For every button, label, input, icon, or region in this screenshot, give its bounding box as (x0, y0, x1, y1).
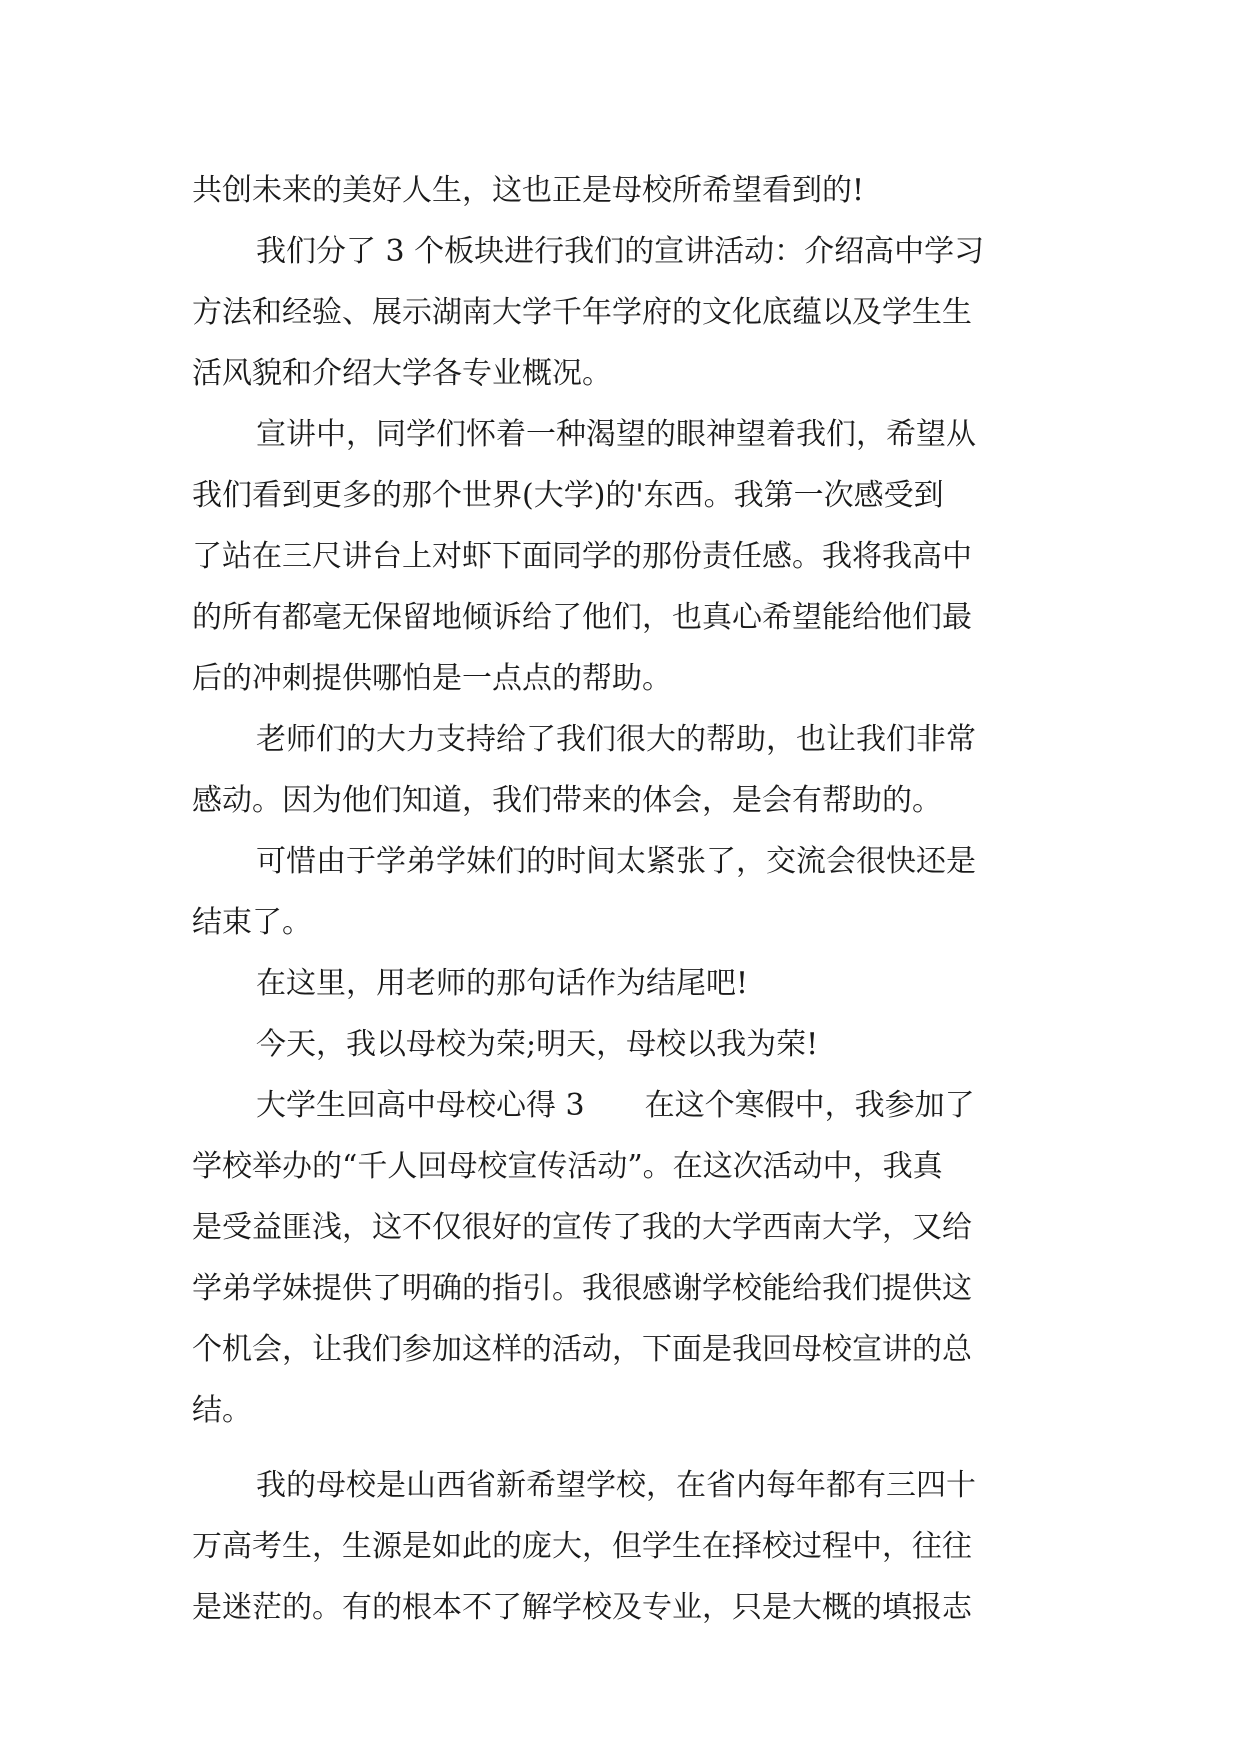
text-line: 学校举办的“千人回母校宣传活动”。在这次活动中，我真 (192, 1149, 943, 1184)
paragraph-start-line: 我们分了 3 个板块进行我们的宣讲活动：介绍高中学习 (256, 234, 985, 269)
text-line: 感动。因为他们知道，我们带来的体会，是会有帮助的。 (192, 783, 942, 818)
text-line: 学弟学妹提供了明确的指引。我很感谢学校能给我们提供这 (192, 1271, 972, 1306)
paragraph-gap (192, 1441, 1052, 1455)
text-line: 了站在三尺讲台上对虾下面同学的那份责任感。我将我高中 (192, 539, 972, 574)
text-line: 活风貌和介绍大学各专业概况。 (192, 356, 612, 391)
text-line: 后的冲刺提供哪怕是一点点的帮助。 (192, 661, 672, 696)
text-line: 的所有都毫无保留地倾诉给了他们，也真心希望能给他们最 (192, 600, 972, 635)
text-line: 结束了。 (192, 905, 312, 940)
paragraph-start-line: 我的母校是山西省新希望学校，在省内每年都有三四十 (256, 1468, 976, 1503)
text-line: 结。 (192, 1393, 252, 1428)
section-heading-line: 大学生回高中母校心得 3 在这个寒假中，我参加了 (256, 1088, 975, 1123)
text-line: 是受益匪浅，这不仅很好的宣传了我的大学西南大学，又给 (192, 1210, 972, 1245)
body-text (192, 160, 1052, 1638)
text-line: 万高考生，生源是如此的庞大，但学生在择校过程中，往往 (192, 1529, 972, 1564)
paragraph-start-line: 宣讲中，同学们怀着一种渴望的眼神望着我们，希望从 (256, 417, 976, 452)
text-line: 个机会，让我们参加这样的活动，下面是我回母校宣讲的总 (192, 1332, 972, 1367)
paragraph-start-line: 今天，我以母校为荣;明天，母校以我为荣! (256, 1027, 819, 1062)
text-line: 是迷茫的。有的根本不了解学校及专业，只是大概的填报志 (192, 1590, 972, 1625)
paragraph-start-line: 可惜由于学弟学妹们的时间太紧张了，交流会很快还是 (256, 844, 976, 879)
paragraph-start-line: 老师们的大力支持给了我们很大的帮助，也让我们非常 (256, 722, 976, 757)
text-line: 方法和经验、展示湖南大学千年学府的文化底蕴以及学生生 (192, 295, 972, 330)
paragraph-start-line: 在这里，用老师的那句话作为结尾吧! (256, 966, 749, 1001)
text-line: 我们看到更多的那个世界(大学)的'东西。我第一次感受到 (192, 478, 944, 513)
text-line: 共创未来的美好人生，这也正是母校所希望看到的! (192, 173, 865, 208)
